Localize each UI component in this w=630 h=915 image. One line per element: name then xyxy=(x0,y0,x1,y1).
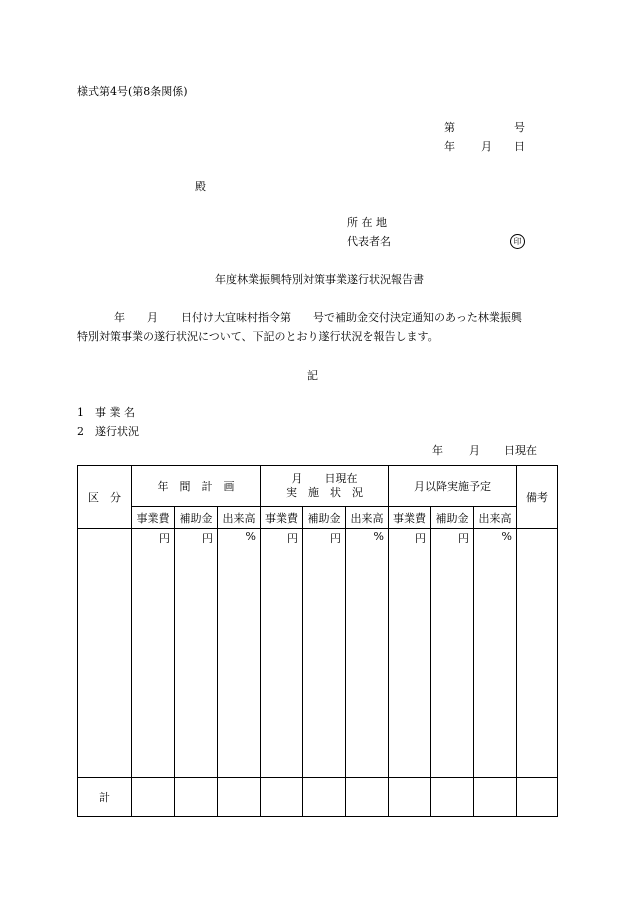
total-label: 計 xyxy=(78,778,132,817)
asof-year: 年 xyxy=(432,444,443,457)
total-cell[interactable] xyxy=(389,778,431,817)
header-actual-label: 実 施 状 況 xyxy=(286,486,363,499)
representative-label: 代表者名 xyxy=(347,235,391,248)
date-day: 日 xyxy=(514,140,525,153)
body-kubun-cell[interactable] xyxy=(78,529,132,778)
date-year: 年 xyxy=(444,140,455,153)
body-line2: 特別対策事業の遂行状況について、下記のとおり遂行状況を報告します。 xyxy=(77,330,439,343)
subheader-progress: 出来高 xyxy=(474,507,517,529)
unit-yen[interactable]: 円 xyxy=(175,529,218,778)
number-suffix: 号 xyxy=(514,121,525,134)
header-actual-date: 月 日現在 xyxy=(291,472,358,485)
header-remarks: 備考 xyxy=(517,466,558,529)
total-cell[interactable] xyxy=(303,778,346,817)
unit-yen[interactable]: 円 xyxy=(431,529,474,778)
total-cell[interactable] xyxy=(346,778,389,817)
unit-yen[interactable]: 円 xyxy=(261,529,303,778)
number-prefix: 第 xyxy=(444,121,455,134)
unit-yen[interactable]: 円 xyxy=(132,529,175,778)
total-cell[interactable] xyxy=(261,778,303,817)
subheader-progress: 出来高 xyxy=(346,507,389,529)
subheader-cost: 事業費 xyxy=(261,507,303,529)
total-cell[interactable] xyxy=(218,778,261,817)
item-progress-status: 2 遂行状況 xyxy=(77,425,139,438)
subheader-subsidy: 補助金 xyxy=(175,507,218,529)
addressee-suffix: 殿 xyxy=(195,180,206,193)
asof-month: 月 xyxy=(469,444,480,457)
subheader-progress: 出来高 xyxy=(218,507,261,529)
unit-percent[interactable]: % xyxy=(218,529,261,778)
ki-heading: 記 xyxy=(307,369,318,382)
subheader-cost: 事業費 xyxy=(389,507,431,529)
body-remarks-cell[interactable] xyxy=(517,529,558,778)
form-label: 様式第4号(第8条関係) xyxy=(77,85,188,98)
body-year: 年 xyxy=(114,311,125,324)
item-project-name: 1 事 業 名 xyxy=(77,406,135,419)
subheader-subsidy: 補助金 xyxy=(303,507,346,529)
unit-percent[interactable]: % xyxy=(474,529,517,778)
address-label: 所 在 地 xyxy=(347,216,387,229)
total-cell[interactable] xyxy=(431,778,474,817)
seal-mark: 印 xyxy=(510,234,525,249)
asof-day: 日現在 xyxy=(504,444,537,457)
total-cell[interactable] xyxy=(132,778,175,817)
total-cell[interactable] xyxy=(517,778,558,817)
subheader-subsidy: 補助金 xyxy=(431,507,474,529)
document-title: 年度林業振興特別対策事業遂行状況報告書 xyxy=(215,273,424,286)
total-cell[interactable] xyxy=(474,778,517,817)
unit-yen[interactable]: 円 xyxy=(389,529,431,778)
body-month: 月 xyxy=(147,311,158,324)
date-month: 月 xyxy=(481,140,492,153)
unit-yen[interactable]: 円 xyxy=(303,529,346,778)
total-cell[interactable] xyxy=(175,778,218,817)
header-annual-plan: 年 間 計 画 xyxy=(132,466,261,507)
subheader-cost: 事業費 xyxy=(132,507,175,529)
header-actual-status xyxy=(261,466,389,507)
body-line1: 日付け大宜味村指令第 号で補助金交付決定通知のあった林業振興 xyxy=(181,311,522,324)
status-table xyxy=(77,465,558,817)
header-future-plan: 月以降実施予定 xyxy=(389,466,517,507)
header-kubun: 区 分 xyxy=(78,466,132,529)
unit-percent[interactable]: % xyxy=(346,529,389,778)
